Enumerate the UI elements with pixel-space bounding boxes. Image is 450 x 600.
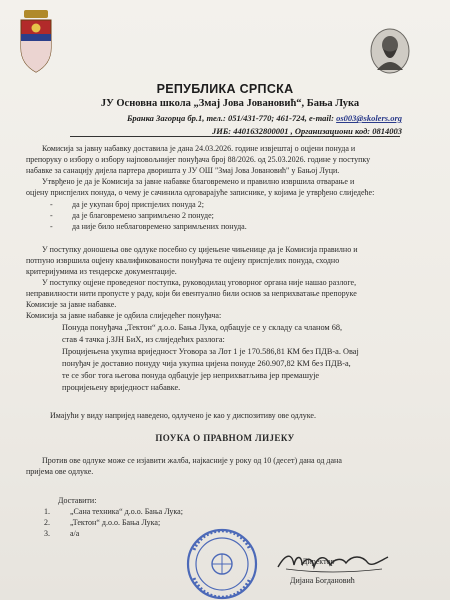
rejection-line: понуђач је доставио понуду чија укупна цијена понуде 260.907,82 КМ без ПДВ-а, xyxy=(62,359,351,368)
email-link[interactable]: os003@skolers.org xyxy=(336,113,402,123)
body-line: оцјену приспјелих понуда, о чему је сачинила одговарајуће записнике, у којима је утврђено слиједеће: xyxy=(26,188,375,197)
bullet-dash: - xyxy=(50,222,53,231)
coat-of-arms-emblem xyxy=(18,10,54,76)
director-label: Директор xyxy=(302,557,335,566)
rejection-line: Понуда понуђача „Тектон“ д.о.о. Бања Лука, одбацује се у складу са чланом 68, xyxy=(62,323,343,332)
bullet-item: да је благовремено запримљено 2 понуде; xyxy=(72,211,214,220)
address-text: Бранка Загорца бр.1, тел.: 051/431-770; 461-724, e-mail: xyxy=(126,113,337,123)
bullet-dash: - xyxy=(50,211,53,220)
body-line: Утврђено је да је Комисија за јавне набавке благовремено и правилно извршила отварање и xyxy=(42,177,355,186)
republic-title: РЕПУБЛИКА СРПСКА xyxy=(156,82,294,96)
body-line: Комисија за јавну набавку доставила је дана 24.03.2026. године извјештај о оцјени понуда и xyxy=(42,144,356,153)
delivered-num: 1. xyxy=(44,507,50,516)
delivered-item: „Сана техника“ д.о.о. Бања Лука; xyxy=(70,507,183,516)
body-line: пријема ове одлуке. xyxy=(26,467,94,476)
director-name: Дијана Богдановић xyxy=(290,576,355,585)
bullet-item: да је укупан број приспјелих понуда 2; xyxy=(72,200,204,209)
body-line: Имајући у виду напријед наведено, одлучено је као у диспозитиву ове одлуке. xyxy=(50,411,316,420)
bullet-item: да није било неблаговремено запримљених понуда. xyxy=(72,222,247,231)
body-line: У поступку доношења ове одлуке посебно су цијењене чињенице да је Комисија правилно и xyxy=(42,245,358,254)
header-divider xyxy=(70,136,400,137)
school-address xyxy=(82,113,402,123)
body-line: неправилности нити пропусте у раду, који би евентуално били основ за неприхватање препоруке xyxy=(26,289,357,298)
bullet-dash: - xyxy=(50,200,53,209)
delivered-num: 3. xyxy=(44,529,50,538)
rejection-line: став 4 тачка ј.ЗЈН БиХ, из слиједећих разлога: xyxy=(62,335,225,344)
body-line: потпуно извршила оцјену квалификованости понуђача те оцјену приспјелих понуда, сходно xyxy=(26,256,340,265)
body-line: критеријумима из тендерске документације. xyxy=(26,267,177,276)
delivered-item: „Тектон“ д.о.о. Бања Лука; xyxy=(70,518,161,527)
body-line: препоруку о избору о избору најповољнијег понуђача број 88/2026. од 25.03.2026. године у поступку xyxy=(26,155,371,164)
legal-remedy-title: ПОУКА О ПРАВНОМ ЛИЈЕКУ xyxy=(155,433,295,443)
portrait-medallion xyxy=(370,28,410,74)
body-line: Против ове одлуке може се изјавити жалба, најкасније у року од 10 (десет) дана од дана xyxy=(42,456,342,465)
body-line: Комисије за јавне набавке. xyxy=(26,300,117,309)
delivered-item: а/а xyxy=(70,529,80,538)
handwritten-signature xyxy=(272,549,392,575)
school-ids: ЈИБ: 4401632800001 , Организациони код: 0814003 xyxy=(212,126,402,136)
rejection-line: Процијењена укупна вриједност Уговора за Лот 1 је 170.586,81 КМ без ПДВ-а. Овај xyxy=(62,347,359,356)
school-name: ЈУ Основна школа „Змај Јова Јовановић“, Бања Лука xyxy=(100,98,360,109)
delivered-num: 2. xyxy=(44,518,50,527)
body-line: У поступку оцјене проведеног поступка, руководилац уговорног органа није нашао разлоге, xyxy=(42,278,357,287)
body-line: набавке за санацију дијела партера дворишта у ЈУ ОШ "Змај Јова Јовановић" у Бањој Луци. xyxy=(26,166,340,175)
body-line: Комисија за јавне набавке је одбила слиједећег понуђача: xyxy=(26,311,222,320)
delivered-label: Доставити: xyxy=(58,496,97,505)
rejection-line: процијењену вриједност набавке. xyxy=(62,383,181,392)
rejection-line: те се због тога његова понуда одбацује јер неприхватљива јер премашује xyxy=(62,371,320,380)
official-stamp xyxy=(178,520,278,600)
